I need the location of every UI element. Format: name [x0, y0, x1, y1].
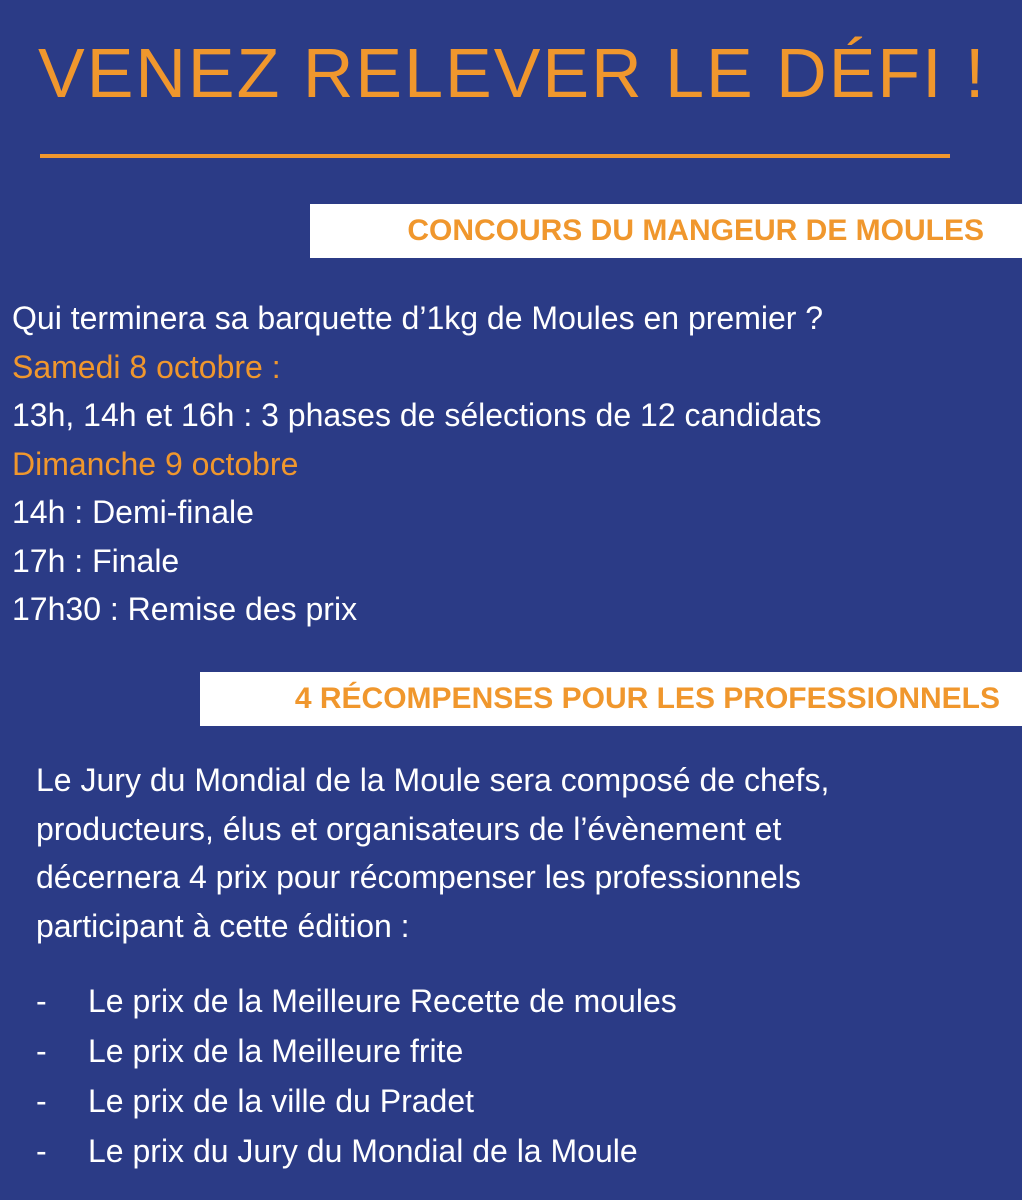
- contest-banner-label: CONCOURS DU MANGEUR DE MOULES: [407, 214, 984, 247]
- bullet-dash: -: [36, 1133, 47, 1169]
- awards-description: [36, 756, 996, 950]
- sunday-schedule-line: 14h : Demi-finale: [12, 494, 254, 530]
- awards-banner-label: 4 RÉCOMPENSES POUR LES PROFESSIONNELS: [294, 682, 1000, 715]
- list-item: [36, 1026, 996, 1076]
- awards-banner: [200, 672, 1022, 726]
- prize-list: [36, 976, 996, 1176]
- paragraph-line: producteurs, élus et organisateurs de l’évènement et: [36, 810, 782, 847]
- prize-label: Le prix de la Meilleure frite: [88, 1033, 464, 1069]
- prize-label: Le prix de la Meilleure Recette de moules: [88, 983, 677, 1019]
- page-title: VENEZ RELEVER LE DÉFI !: [38, 34, 987, 112]
- contest-schedule: [12, 294, 1012, 634]
- day-heading-saturday: Samedi 8 octobre :: [12, 348, 281, 385]
- contest-banner: [310, 204, 1022, 258]
- title-divider: [40, 154, 950, 158]
- bullet-dash: -: [36, 1033, 47, 1069]
- paragraph-line: Le Jury du Mondial de la Moule sera composé de chefs,: [36, 762, 830, 798]
- list-item: [36, 1076, 996, 1126]
- sunday-schedule-line: 17h30 : Remise des prix: [12, 591, 358, 627]
- bullet-dash: -: [36, 983, 47, 1019]
- prize-label: Le prix de la ville du Pradet: [88, 1083, 474, 1119]
- prize-label: Le prix du Jury du Mondial de la Moule: [88, 1133, 638, 1169]
- day-heading-sunday: Dimanche 9 octobre: [12, 445, 299, 482]
- bullet-dash: -: [36, 1083, 47, 1119]
- paragraph-line: décernera 4 prix pour récompenser les professionnels: [36, 859, 801, 895]
- list-item: [36, 1126, 996, 1176]
- list-item: [36, 976, 996, 1026]
- contest-question: Qui terminera sa barquette d’1kg de Moules en premier ?: [12, 300, 824, 336]
- saturday-schedule-line: 13h, 14h et 16h : 3 phases de sélections de 12 candidats: [12, 397, 822, 433]
- sunday-schedule-line: 17h : Finale: [12, 542, 180, 579]
- paragraph-line: participant à cette édition :: [36, 907, 410, 944]
